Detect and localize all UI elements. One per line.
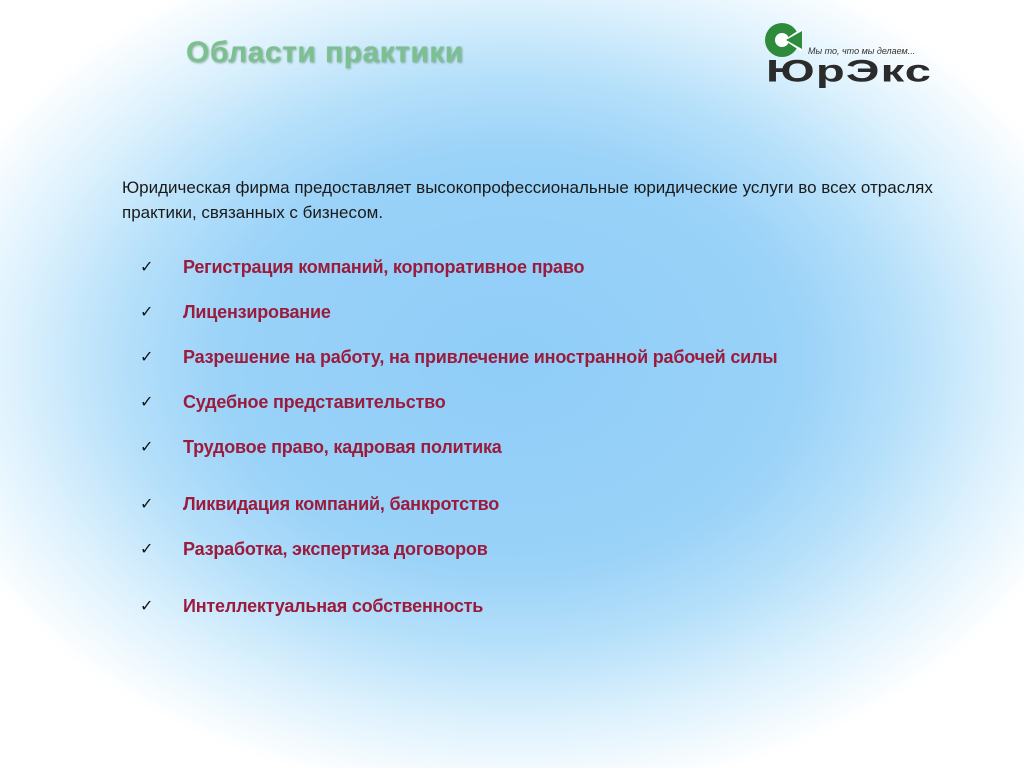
logo-name: ЮрЭкс [766,54,933,89]
list-item [140,255,584,279]
practice-area-label: Трудовое право, кадровая политика [183,436,502,457]
list-item [140,537,488,561]
slide-title: Области практики [186,36,464,69]
checkmark-icon: ✓ [140,349,154,366]
list-item [140,300,331,324]
list-item [140,390,446,414]
checkmark-icon: ✓ [140,394,154,411]
checkmark-icon: ✓ [140,541,154,558]
practice-area-label: Судебное представительство [183,391,446,412]
checkmark-icon: ✓ [140,259,154,276]
practice-area-label: Разработка, экспертиза договоров [183,538,488,559]
company-logo [764,20,964,92]
practice-area-label: Регистрация компаний, корпоративное право [183,256,585,277]
checkmark-icon: ✓ [140,439,154,456]
list-item [140,492,499,516]
logo-tagline: Мы то, что мы делаем... [808,46,916,56]
checkmark-icon: ✓ [140,496,154,513]
list-item [140,594,483,618]
practice-area-label: Ликвидация компаний, банкротство [183,493,500,514]
list-item [140,435,502,459]
list-item [140,345,777,369]
practice-area-label: Разрешение на работу, на привлечение иностранной рабочей силы [183,346,778,367]
checkmark-icon: ✓ [140,598,154,615]
practice-area-label: Лицензирование [183,301,331,322]
intro-paragraph: Юридическая фирма предоставляет высокопрофессиональные юридические услуги во всех отраслях практики, связанных с бизнесом. [122,178,933,222]
practice-area-label: Интеллектуальная собственность [183,595,484,616]
checkmark-icon: ✓ [140,304,154,321]
